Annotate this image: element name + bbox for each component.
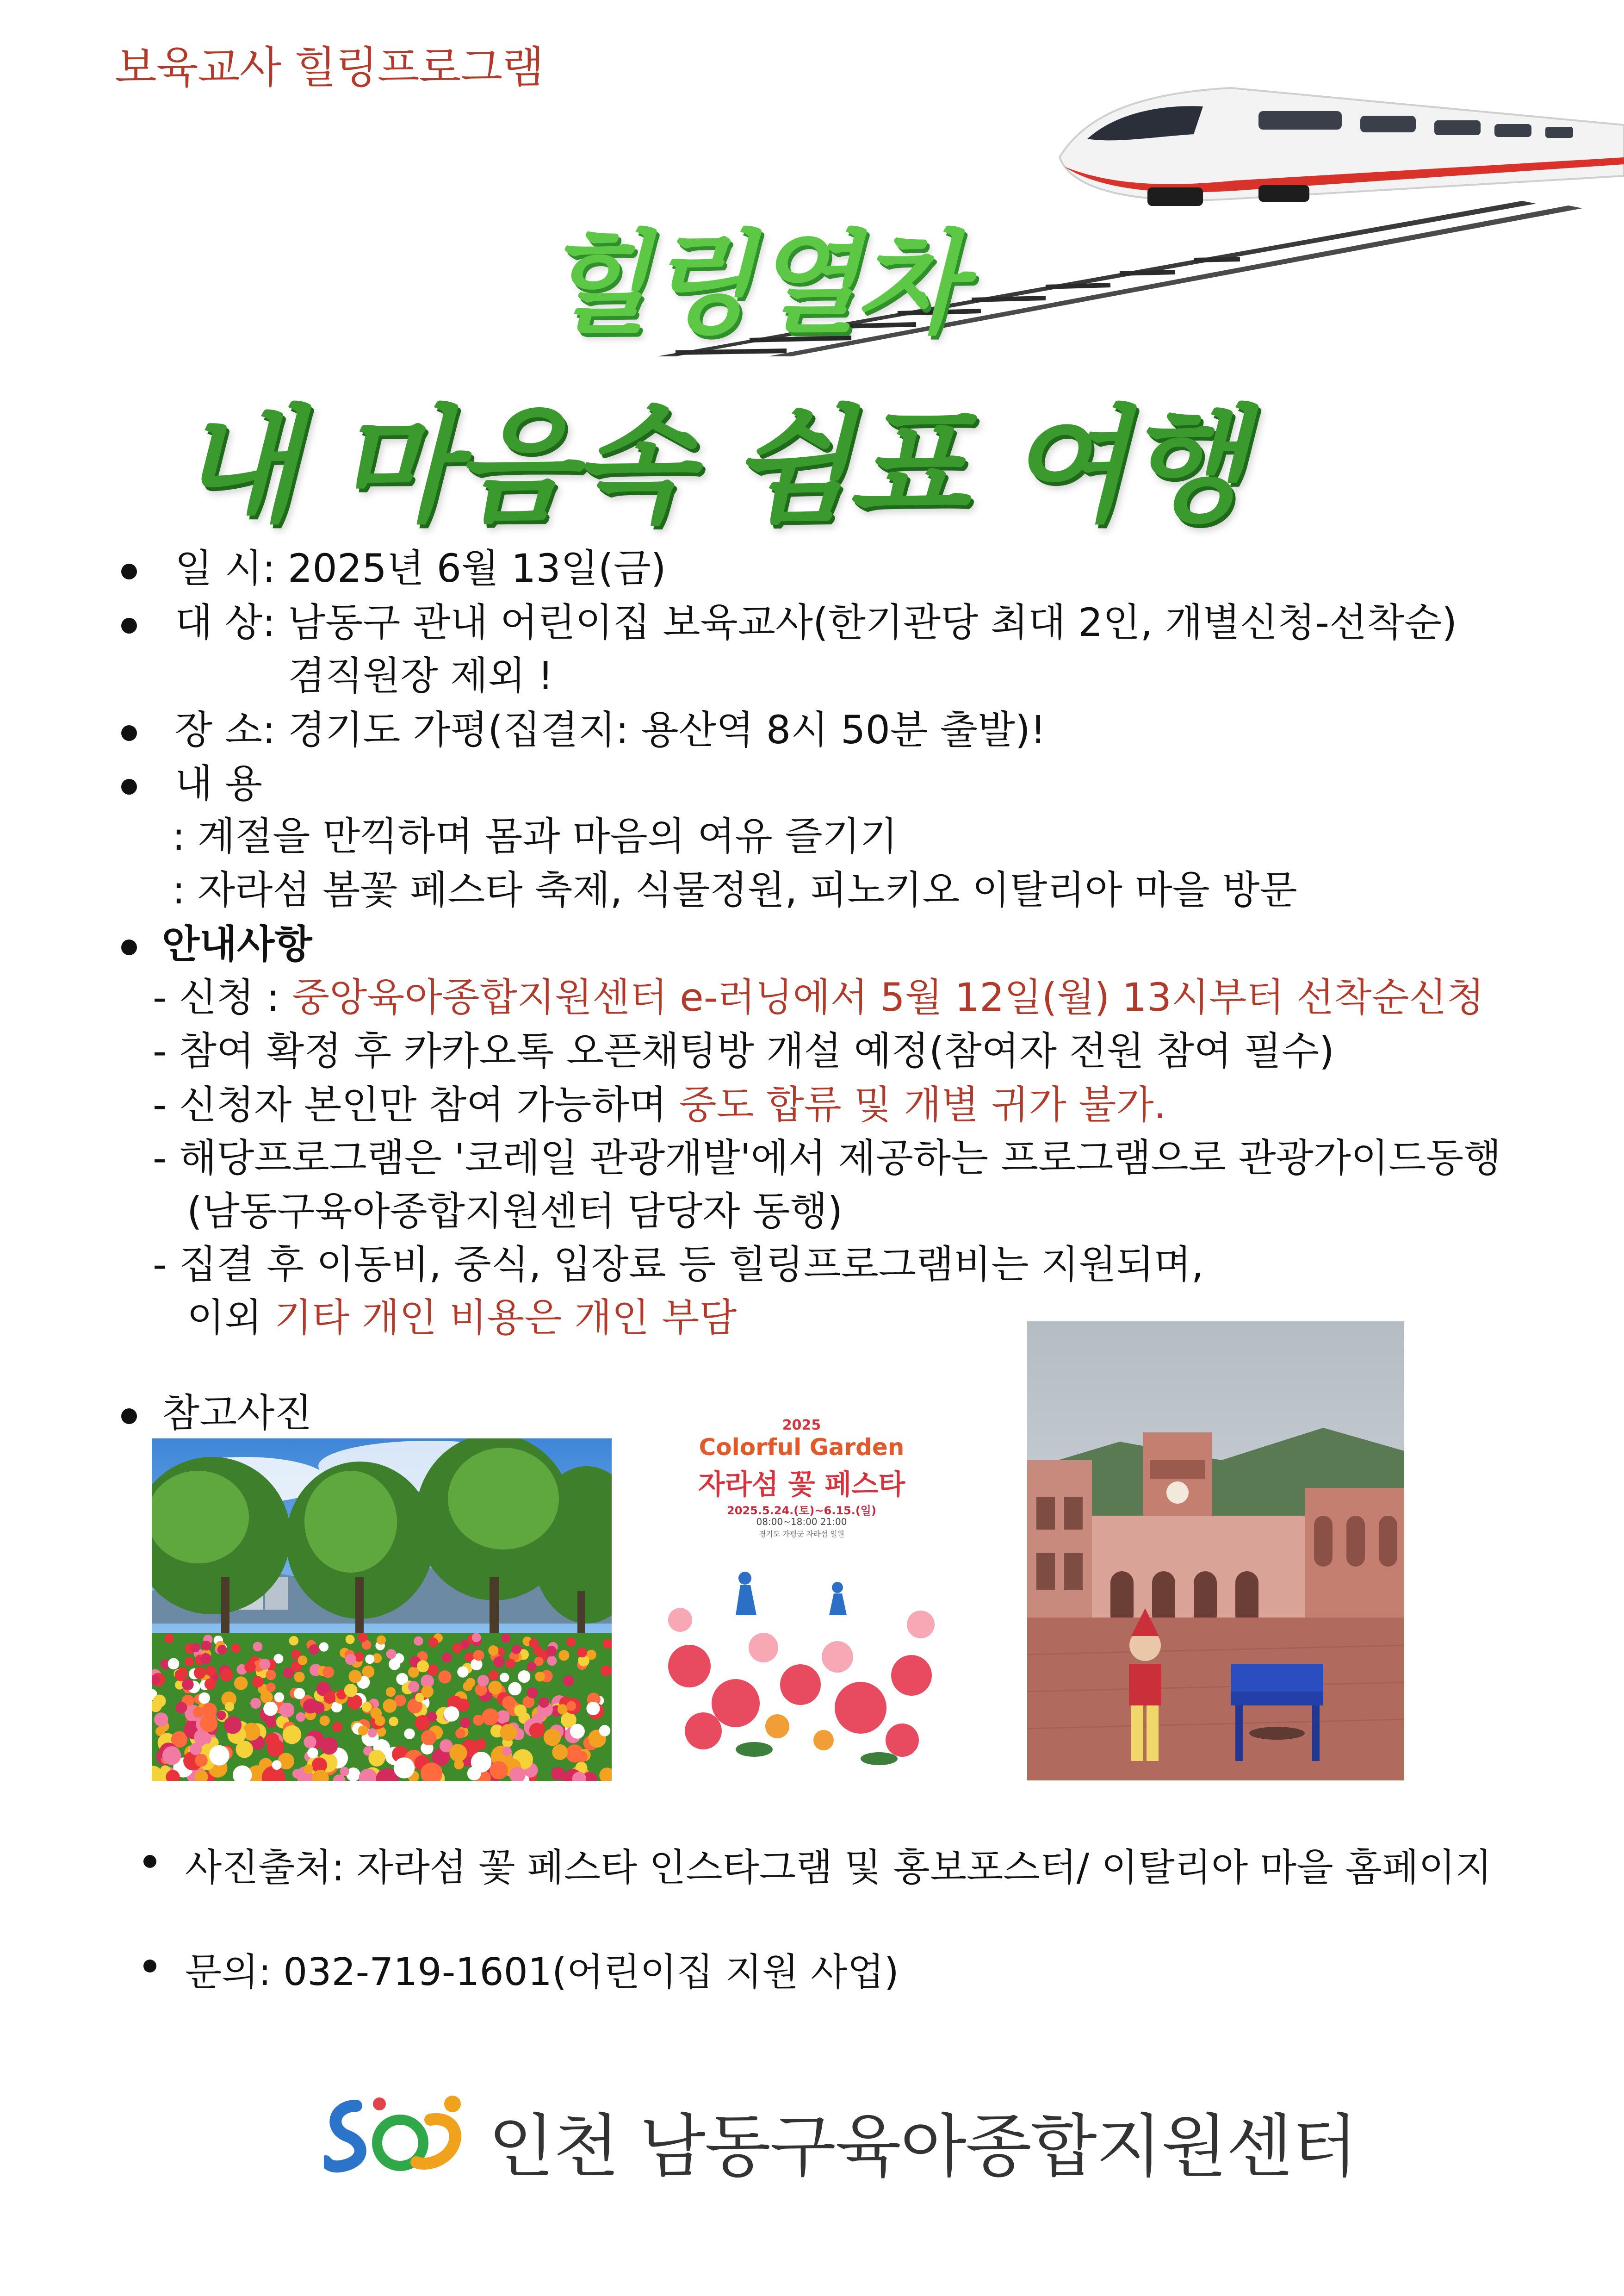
content-line-2: : 자라섬 봄꽃 페스타 축제, 식물정원, 피노키오 이탈리아 마을 방문 (172, 867, 1297, 913)
notice-apply-prefix: - 신청 : (153, 975, 292, 1020)
bullet-icon (121, 725, 137, 741)
date-line: 일 시: 2025년 6월 13일(금) (175, 546, 666, 591)
contact-line: 문의: 032-719-1601(어린이집 지원 사업) (185, 1950, 899, 1994)
program-label: 보육교사 힐링프로그램 (115, 43, 544, 93)
notice-line-6 (187, 1295, 737, 1340)
poster-title: Colorful Garden (699, 1434, 905, 1461)
organization-logo-icon (324, 2087, 477, 2180)
notice-line-3 (153, 1082, 1166, 1127)
organization-name: 인천 남동구육아종합지원센터 (488, 2107, 1357, 2186)
bullet-icon (121, 618, 137, 634)
photos-heading: 참고사진 (162, 1390, 312, 1436)
notice-line-5: - 집결 후 이동비, 중식, 입장료 등 힐링프로그램비는 지원되며, (153, 1242, 1204, 1287)
bullet-icon (121, 564, 137, 579)
photo-source: 사진출처: 자라섬 꽃 페스타 인스타그램 및 홍보포스터/ 이탈리아 마을 홈페이지 (185, 1846, 1492, 1890)
poster-dates: 2025.5.24.(토)~6.15.(일) (727, 1504, 876, 1517)
notice-apply-highlight: 중앙육아종합지원센터 e-러닝에서 5월 12일(월) 13시부터 선착순신청 (292, 975, 1484, 1020)
poster-hours: 08:00~18:00 21:00 (756, 1516, 847, 1527)
bullet-icon (143, 1960, 156, 1972)
notice-heading: 안내사항 (162, 921, 312, 967)
poster-place: 경기도 가평군 자라섬 일원 (758, 1530, 845, 1538)
notice-line-6-prefix: 이외 (187, 1295, 274, 1340)
notice-line-4: - 해당프로그램은 '코레일 관광개발'에서 제공하는 프로그램으로 관광가이드동행 (153, 1135, 1501, 1181)
target-line: 대 상: 남동구 관내 어린이집 보육교사(한기관당 최대 2인, 개별신청-선착순) (175, 600, 1457, 645)
bullet-icon (121, 1408, 137, 1424)
flower-field-photo (152, 1438, 612, 1781)
festival-poster (662, 1407, 942, 1768)
bullet-icon (121, 940, 137, 955)
bullet-icon (121, 779, 137, 795)
title-line-1: 힐링열차 (543, 219, 961, 348)
notice-line-3-prefix: - 신청자 본인만 참여 가능하며 (153, 1082, 679, 1127)
notice-line-3-highlight: 중도 합류 및 개별 귀가 불가. (679, 1082, 1166, 1127)
italian-village-photo (1027, 1321, 1404, 1780)
poster-korean-title: 자라섬 꽃 페스타 (698, 1468, 905, 1501)
title-line-2: 내 마음속 쉼표 여행 (177, 393, 1243, 539)
notice-line-4-cont: (남동구육아종합지원센터 담당자 동행) (187, 1188, 843, 1234)
notice-line-6-highlight: 기타 개인 비용은 개인 부담 (274, 1295, 737, 1340)
notice-line-2: - 참여 확정 후 카카오톡 오픈채팅방 개설 예정(참여자 전원 참여 필수) (153, 1028, 1334, 1074)
notice-apply (153, 975, 1484, 1020)
place-line: 장 소: 경기도 가평(집결지: 용산역 8시 50분 출발)! (175, 707, 1046, 753)
bullet-icon (143, 1855, 156, 1868)
poster-year: 2025 (782, 1417, 821, 1433)
content-line-1: : 계절을 만끽하며 몸과 마음의 여유 즐기기 (172, 814, 898, 859)
content-heading: 내 용 (175, 761, 262, 806)
target-note: 겸직원장 제외 ! (288, 653, 553, 698)
